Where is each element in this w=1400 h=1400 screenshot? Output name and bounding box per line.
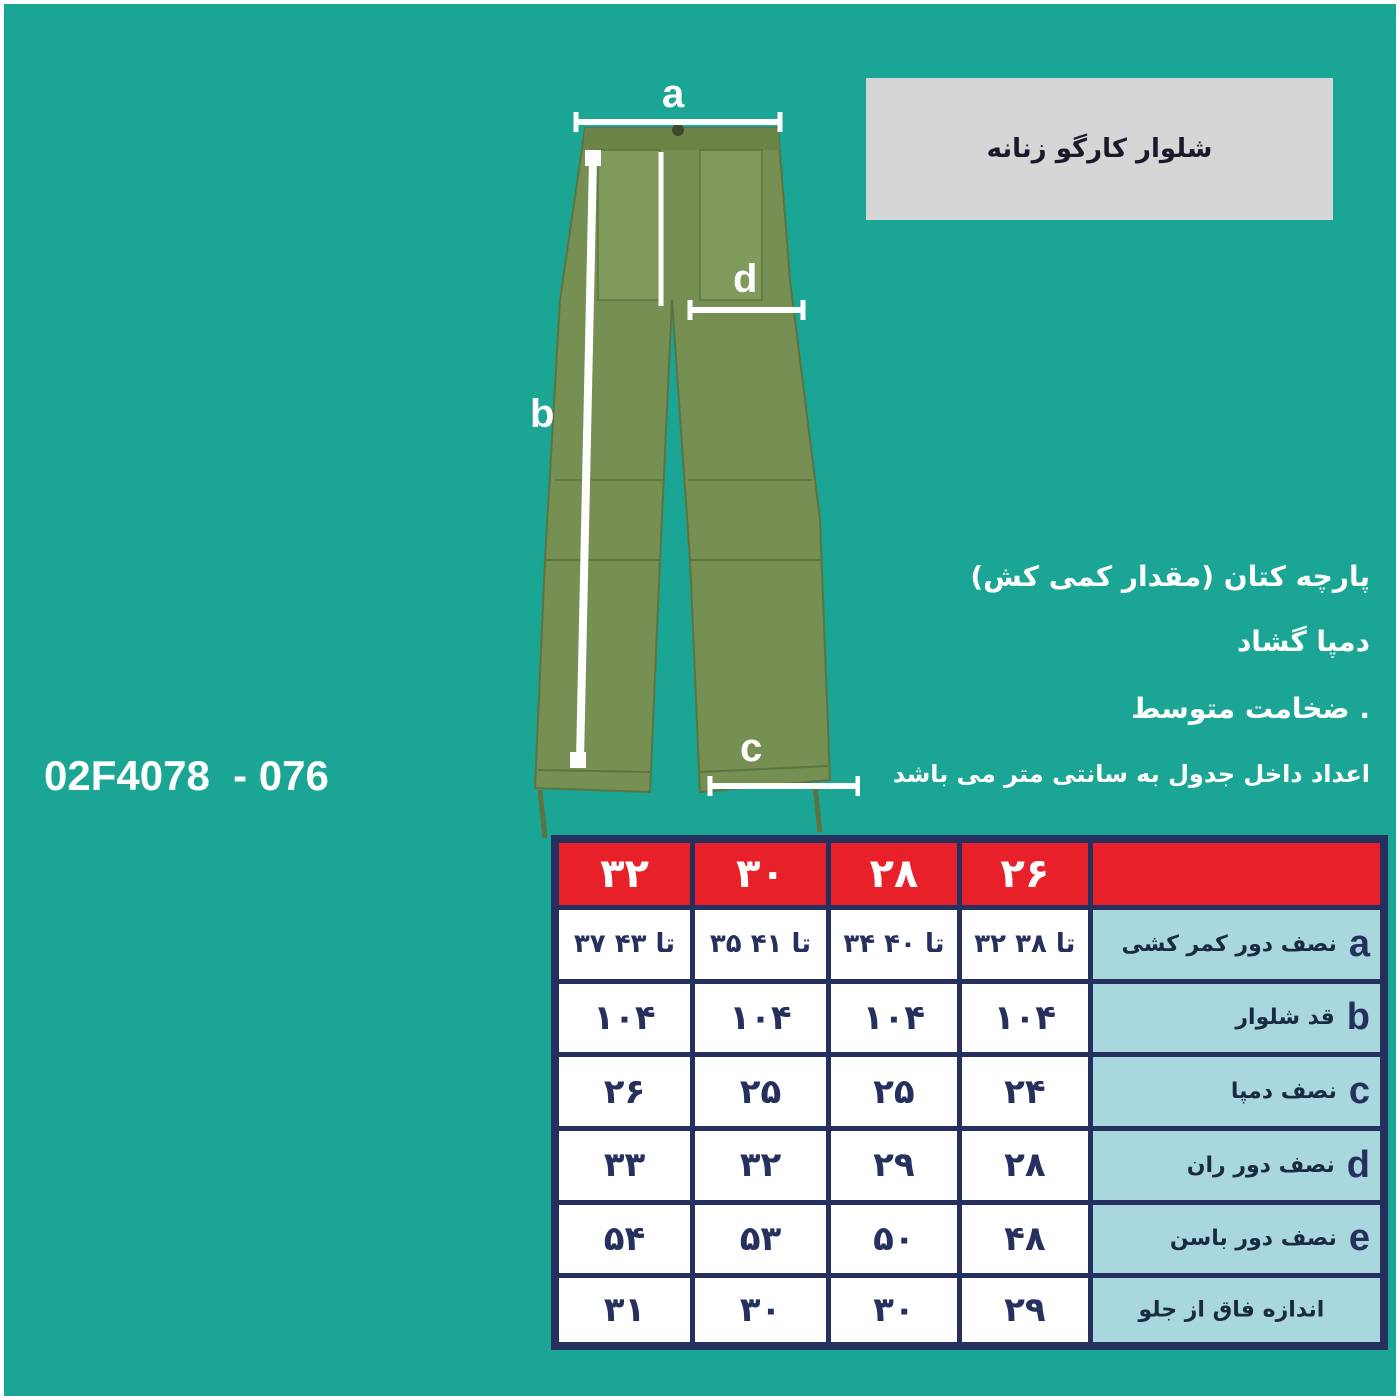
- row-label: [1093, 910, 1380, 979]
- title-box: [866, 78, 1333, 220]
- cell-value: ۳۴ تا ۴۰: [831, 910, 957, 979]
- cell-value: ۲۵: [831, 1057, 957, 1126]
- cell-value: ۳۱: [559, 1278, 690, 1342]
- cell-value: ۳۲: [695, 1131, 826, 1200]
- cell-value: ۲۸: [962, 1131, 1088, 1200]
- size-table: [551, 835, 1388, 1350]
- cell-value: ۴۸: [962, 1205, 1088, 1274]
- row-letter: c: [1348, 1070, 1370, 1113]
- cell-value: ۵۳: [695, 1205, 826, 1274]
- row-letter: e: [1348, 1217, 1370, 1260]
- row-label-text: نصف دور باسن: [1169, 1226, 1337, 1252]
- size-header-row: [559, 843, 1380, 905]
- cell-value: ۳۵ تا ۴۱: [695, 910, 826, 979]
- row-label: [1093, 984, 1380, 1053]
- size-header-26: ۲۶: [962, 843, 1088, 905]
- row-label-text: نصف دمپا: [1230, 1079, 1337, 1105]
- header-label-cell: [1093, 843, 1380, 905]
- cell-value: ۵۰: [831, 1205, 957, 1274]
- row-label-text: نصف دور کمر کشی: [1121, 931, 1337, 957]
- cell-value: ۳۳: [559, 1131, 690, 1200]
- feature-thickness: . ضخامت متوسط: [1131, 692, 1370, 725]
- row-letter: a: [1348, 922, 1370, 965]
- cell-value: ۲۵: [695, 1057, 826, 1126]
- measure-label-c: c: [740, 726, 763, 770]
- table-row: [559, 910, 1380, 979]
- cell-value: ۳۲ تا ۳۸: [962, 910, 1088, 979]
- feature-fabric: پارچه کتان (مقدار کمی کش): [970, 560, 1370, 593]
- table-row: [559, 1278, 1380, 1342]
- cell-value: ۲۶: [559, 1057, 690, 1126]
- cell-value: ۱۰۴: [695, 984, 826, 1053]
- cell-value: ۵۴: [559, 1205, 690, 1274]
- table-row: [559, 1131, 1380, 1200]
- row-label-text: قد شلوار: [1235, 1005, 1335, 1031]
- product-code: 02F4078 - 076: [44, 752, 329, 799]
- cell-value: ۲۴: [962, 1057, 1088, 1126]
- table-row: [559, 1205, 1380, 1274]
- row-label-text: نصف دور ران: [1186, 1152, 1335, 1178]
- cell-value: ۳۰: [831, 1278, 957, 1342]
- table-row: [559, 984, 1380, 1053]
- table-row: [559, 1057, 1380, 1126]
- cell-value: ۲۹: [831, 1131, 957, 1200]
- row-label-text: اندازه فاق از جلو: [1138, 1297, 1325, 1323]
- size-header-30: ۳۰: [695, 843, 826, 905]
- pants-illustration: [520, 100, 860, 840]
- feature-units-note: اعداد داخل جدول به سانتی متر می باشد: [892, 760, 1370, 788]
- cell-value: ۳۰: [695, 1278, 826, 1342]
- cell-value: ۲۹: [962, 1278, 1088, 1342]
- row-label: [1093, 1278, 1380, 1342]
- product-title: شلوار کارگو زنانه: [986, 134, 1213, 164]
- measure-label-a: a: [662, 72, 685, 116]
- row-label: [1093, 1205, 1380, 1274]
- cell-value: ۱۰۴: [962, 984, 1088, 1053]
- row-label: [1093, 1131, 1380, 1200]
- measure-label-b: b: [530, 392, 555, 436]
- measure-label-d: d: [733, 257, 758, 301]
- cell-value: ۱۰۴: [559, 984, 690, 1053]
- cell-value: ۱۰۴: [831, 984, 957, 1053]
- size-header-28: ۲۸: [831, 843, 957, 905]
- size-header-32: ۳۲: [559, 843, 690, 905]
- cell-value: ۳۷ تا ۴۳: [559, 910, 690, 979]
- feature-leg-style: دمپا گشاد: [1236, 625, 1370, 658]
- row-label: [1093, 1057, 1380, 1126]
- row-letter: b: [1346, 996, 1370, 1039]
- row-letter: d: [1346, 1143, 1370, 1186]
